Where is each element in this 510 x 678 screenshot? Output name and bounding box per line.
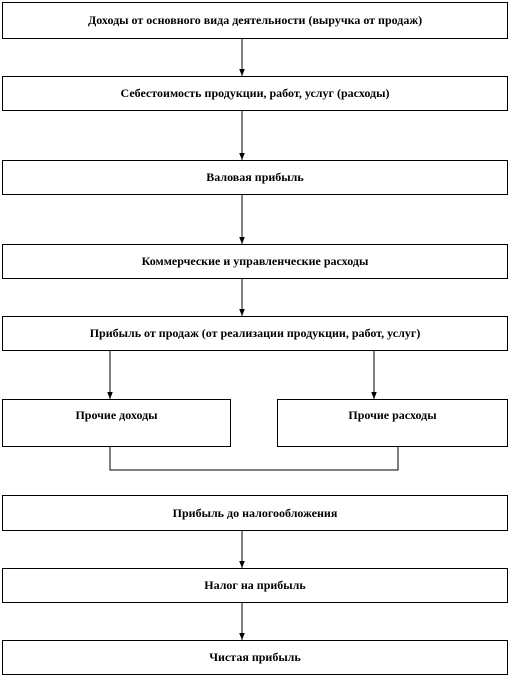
box-other-income: [2, 399, 231, 447]
box-net-profit: [2, 640, 508, 675]
box-selling-admin-expenses: [2, 244, 508, 279]
box-pretax-profit-label: Прибыль до налогообложения: [172, 505, 338, 520]
box-income-tax: [2, 568, 508, 603]
box-income-tax-label: Налог на прибыль: [204, 578, 306, 592]
box-cost-label: Себестоимость продукции, работ, услуг (расходы): [120, 86, 390, 100]
box-other-expenses: [277, 399, 508, 447]
box-revenue-label: Доходы от основного вида деятельности (выручка от продаж): [87, 13, 423, 27]
box-sales-profit-label: Прибыль от продаж (от реализации продукции, работ, услуг): [89, 326, 421, 340]
box-other-expenses-label: Прочие расходы: [348, 408, 437, 422]
box-gross-profit-label: Валовая прибыль: [206, 170, 304, 184]
box-cost: [2, 76, 508, 111]
box-revenue: [2, 2, 508, 39]
box-gross-profit: [2, 160, 508, 195]
box-other-income-label: Прочие доходы: [75, 408, 158, 422]
merge-line-other: [110, 447, 398, 470]
box-sales-profit: [2, 316, 508, 351]
box-pretax-profit: [2, 495, 508, 531]
box-net-profit-label: Чистая прибыль: [209, 650, 301, 664]
box-selling-admin-label: Коммерческие и управленческие расходы: [141, 254, 369, 268]
